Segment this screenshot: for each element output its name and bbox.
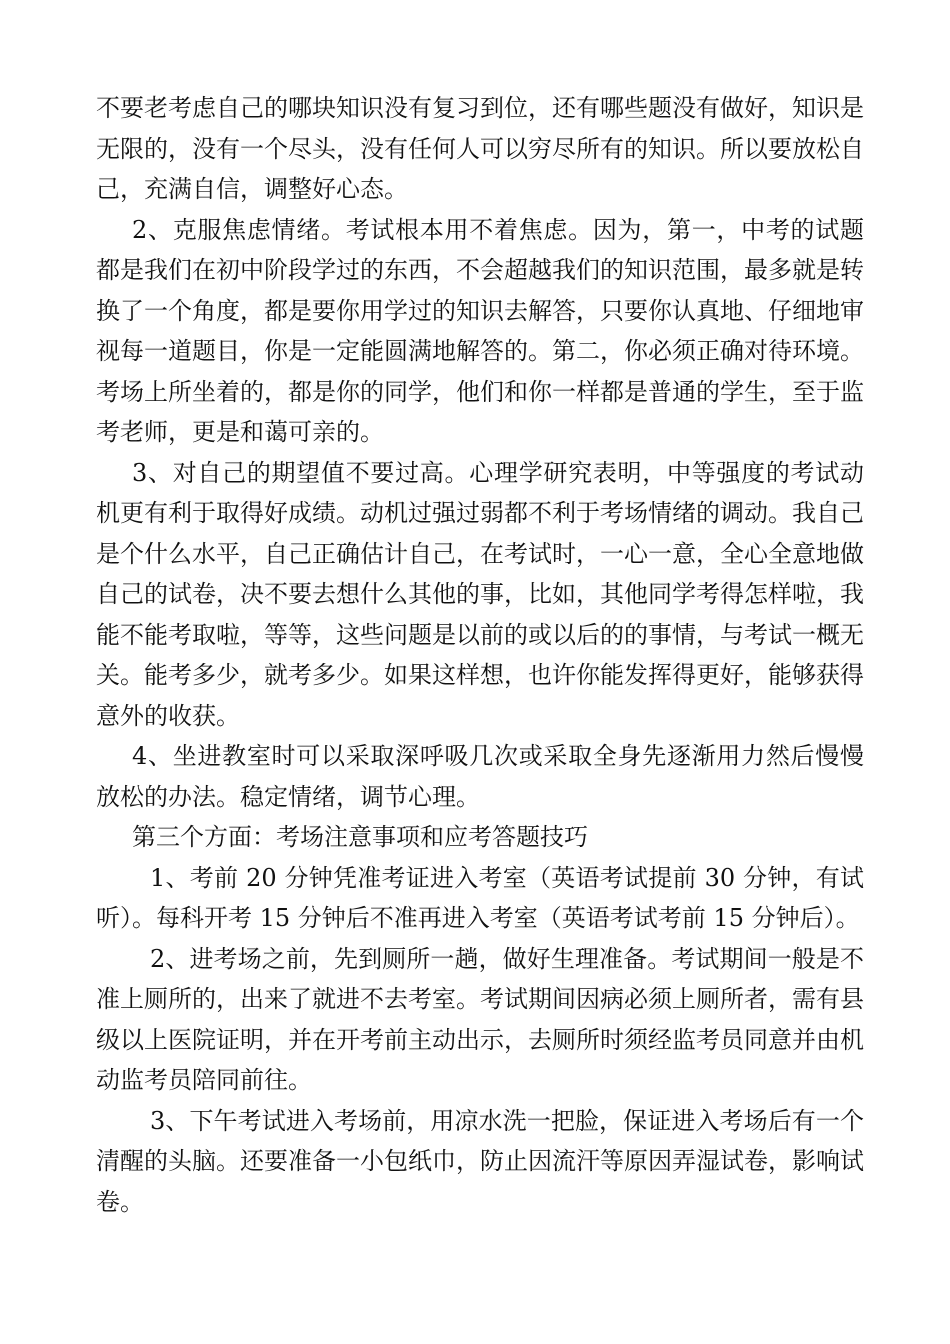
document-body — [96, 88, 864, 1222]
paragraph-overcome-anxiety: 2、克服焦虑情绪。考试根本用不着焦虑。因为，第一，中考的试题都是我们在初中阶段学过的东西，不会超越我们的知识范围，最多就是转换了一个角度，都是要你用学过的知识去解答，只要你认真地、仔细地审视每一道题目，你是一定能圆满地解答的。第二，你必须正确对待环境。考场上所坐着的，都是你的同学，他们和你一样都是普通的学生，至于监考老师，更是和蔼可亲的。 — [96, 215, 864, 446]
paragraph-afternoon-exam: 3、下午考试进入考场前，用凉水洗一把脸，保证进入考场后有一个清醒的头脑。还要准备一小包纸巾，防止因流汗等原因弄湿试卷，影响试卷。 — [96, 1106, 864, 1216]
paragraph-exam-entry-time: 1、考前 20 分钟凭准考证进入考室（英语考试提前 30 分钟，有试听）。每科开考 15 分钟后不准再进入考室（英语考试考前 15 分钟后）。 — [96, 863, 864, 932]
paragraph-expectations: 3、对自己的期望值不要过高。心理学研究表明，中等强度的考试动机更有利于取得好成绩。动机过强过弱都不利于考场情绪的调动。我自己是个什么水平，自己正确估计自己，在考试时，一心一意，全心全意地做自己的试卷，决不要去想什么其他的事，比如，其他同学考得怎样啦，我能不能考取啦，等等，这些问题是以前的或以后的的事情，与考试一概无关。能考多少，就考多少。如果这样想，也许你能发挥得更好，能够获得意外的收获。 — [96, 458, 864, 730]
paragraph-mindset-continued: 不要老考虑自己的哪块知识没有复习到位，还有哪些题没有做好，知识是无限的，没有一个尽头，没有任何人可以穷尽所有的知识。所以要放松自己，充满自信，调整好心态。 — [96, 94, 864, 203]
paragraph-breathing: 4、坐进教室时可以采取深呼吸几次或采取全身先逐渐用力然后慢慢放松的办法。稳定情绪，调节心理。 — [96, 742, 864, 811]
paragraph-restroom: 2、进考场之前，先到厕所一趟，做好生理准备。考试期间一般是不准上厕所的，出来了就进不去考室。考试期间因病必须上厕所者，需有县级以上医院证明，并在开考前主动出示，去厕所时须经监考员同意并由机动监考员陪同前往。 — [96, 944, 864, 1094]
section-heading-exam-tips: 第三个方面：考场注意事项和应考答题技巧 — [132, 823, 588, 851]
